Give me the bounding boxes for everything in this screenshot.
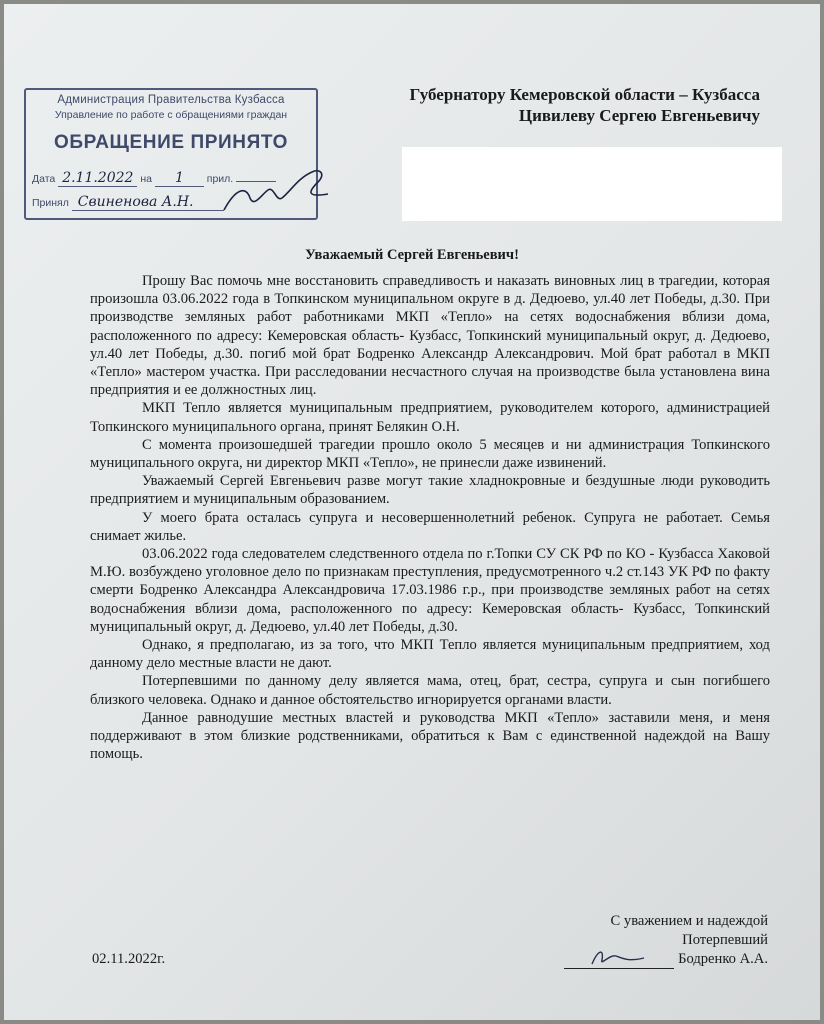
- received-stamp: [24, 88, 318, 220]
- addressee-line2: Цивилеву Сергею Евгеньевичу: [518, 106, 760, 125]
- document-page: [4, 4, 820, 1020]
- signature-icon: [588, 946, 648, 968]
- addressee-line1: Губернатору Кемеровской области – Кузбасса: [409, 85, 760, 104]
- stamp-signature-icon: [216, 168, 336, 218]
- stamp-received-name: Свиненова А.Н.: [72, 194, 224, 211]
- signature-row: [564, 950, 768, 969]
- closing-line1: С уважением и надеждой: [610, 913, 768, 929]
- stamp-date-value: 2.11.2022: [58, 170, 137, 187]
- stamp-date-label: Дата: [32, 173, 56, 185]
- stamp-attach-label: прил.: [206, 173, 234, 185]
- stamp-line1: Администрация Правительства Кузбасса: [57, 94, 285, 106]
- paragraph: МКП Тепло является муниципальным предприятием, руководителем которого, администрацией Топкинского муниципального органа, принят Белякин О.Н.: [90, 400, 770, 435]
- stamp-line2: Управление по работе с обращениями граждан: [54, 109, 288, 121]
- paragraph: Однако, я предполагаю, из за того, что МКП Тепло является муниципальным предприятием, ход данному дело местные власти не дают.: [90, 637, 770, 672]
- signature-line: [564, 950, 674, 969]
- stamp-num-value: 1: [155, 170, 204, 187]
- greeting: Уважаемый Сергей Евгеньевич!: [305, 247, 519, 263]
- paragraph: 03.06.2022 года следователем следственного отдела по г.Топки СУ СК РФ по КО - Кузбасса Хаковой М.Ю. возбуждено уголовное дело по признакам преступления, предусмотренного ч.2 ст.143 УК РФ по факту смерти Бодренко Александра Александровича 17.03.1986 г.р., при производстве земляных работ на сетях водоснабжения вблизи дома, расположенного по адресу: Кемеровская область- Кузбасс, Топкинский муниципальный округ, д. Дедюево, ул.40 лет Победы, д.30.: [90, 546, 770, 635]
- paragraph: У моего брата осталась супруга и несовершеннолетний ребенок. Супруга не работает. Семья снимает жилье.: [90, 509, 770, 544]
- paragraph: Уважаемый Сергей Евгеньевич разве могут такие хладнокровные и бездушные люди руководить предприятием и муниципальным образованием.: [90, 473, 770, 508]
- closing-line2: Потерпевший: [682, 932, 768, 948]
- stamp-title: ОБРАЩЕНИЕ ПРИНЯТО: [54, 132, 288, 153]
- signer-name: Бодренко А.А.: [678, 951, 768, 967]
- closing-block: [564, 912, 768, 969]
- paragraph: Данное равнодушие местных властей и руководства МКП «Тепло» заставили меня, и меня поддерживают в этом близкие родственниками, обратиться к Вам с единственной надеждой на Вашу помощь.: [90, 709, 770, 763]
- paragraph: Потерпевшими по данному делу является мама, отец, брат, сестра, супруга и сын погибшего близкого человека. Однако и данное обстоятельство игнорируется органами власти.: [90, 673, 770, 708]
- redacted-area: [402, 147, 782, 221]
- paragraph: Прошу Вас помочь мне восстановить справедливость и наказать виновных лиц в трагедии, которая произошла 03.06.2022 года в Топкинском муниципальном округе в д. Дедюево, ул.40 лет Победы, д.30. При производстве земляных работ работниками МКП «Тепло» на сетях водоснабжения вблизи дома, расположенного по адресу: Кемеровская область- Кузбасс, Топкинский муниципальный округ, д. Дедюево, ул.40 лет Победы, д.30. погиб мой брат Бодренко Александр Александрович. Мой брат работал в МКП «Тепло» мастером участка. При расследовании несчастного случая на производстве была установлена вина предприятия и ее должностных лиц.: [90, 273, 770, 399]
- letter-body: [90, 272, 770, 763]
- stamp-received-row: [32, 194, 224, 210]
- stamp-num-label: на: [140, 173, 153, 185]
- addressee-block: [410, 84, 760, 126]
- paragraph: С момента произошедшей трагедии прошло около 5 месяцев и ни администрация Топкинского муниципального округа, ни директор МКП «Тепло», не принесли даже извинений.: [90, 436, 770, 472]
- letter-date: 02.11.2022г.: [92, 951, 166, 967]
- stamp-received-label: Принял: [32, 197, 69, 209]
